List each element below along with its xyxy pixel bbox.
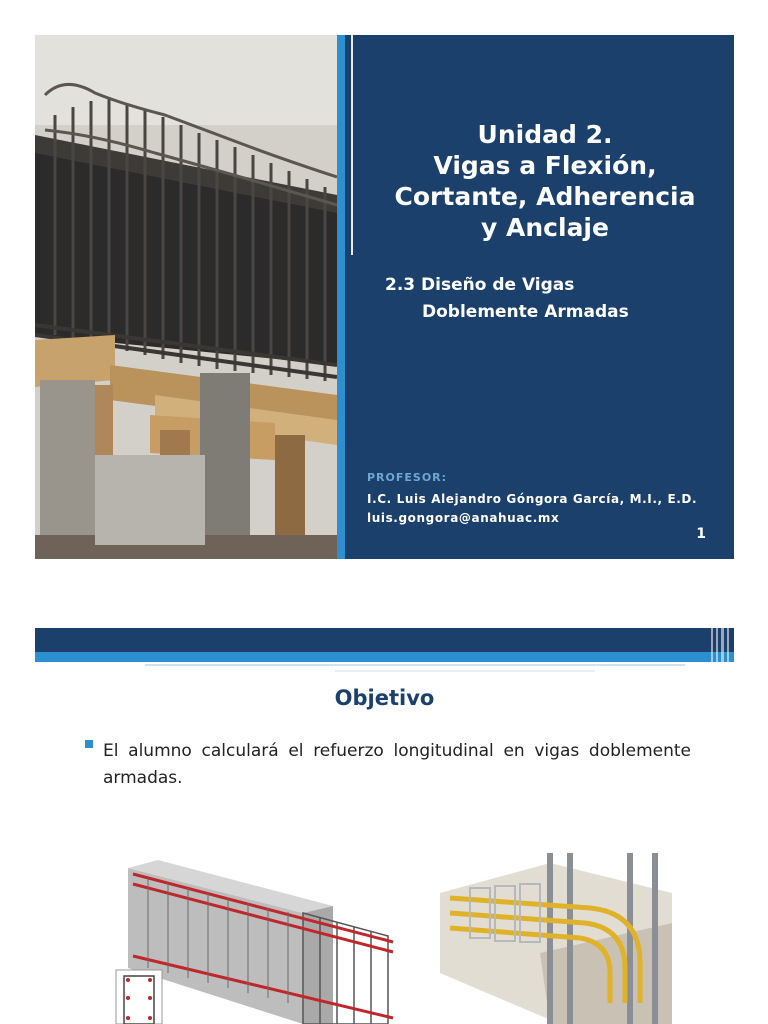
title-slide bbox=[35, 35, 734, 559]
professor-label: PROFESOR: bbox=[367, 471, 448, 484]
professor-email[interactable]: luis.gongora@anahuac.mx bbox=[367, 511, 560, 525]
beam-column-joint-rebar-illustration bbox=[440, 853, 672, 1024]
header-bar bbox=[35, 628, 734, 673]
title-line: Unidad 2. bbox=[477, 120, 613, 149]
accent-stripes bbox=[337, 35, 357, 559]
slide-number: 1 bbox=[696, 526, 706, 542]
slide-subtitle bbox=[385, 272, 725, 326]
bullet-icon bbox=[85, 740, 93, 748]
rebar-formwork-photo bbox=[35, 35, 337, 559]
objective-title: Objetivo bbox=[334, 686, 435, 710]
objective-slide bbox=[35, 628, 734, 1024]
rebar-cage-beam-illustration bbox=[88, 838, 408, 1024]
subtitle-line: 2.3 Diseño de Vigas bbox=[385, 275, 575, 295]
title-line: y Anclaje bbox=[481, 213, 609, 242]
title-line: Cortante, Adherencia bbox=[394, 182, 696, 211]
slide-title bbox=[365, 119, 725, 243]
objective-text: El alumno calculará el refuerzo longitudinal en vigas doblemente armadas. bbox=[103, 741, 691, 788]
subtitle-line: Doblemente Armadas bbox=[422, 302, 629, 322]
professor-name: I.C. Luis Alejandro Góngora García, M.I., E.D. bbox=[367, 492, 698, 506]
title-line: Vigas a Flexión, bbox=[433, 151, 657, 180]
